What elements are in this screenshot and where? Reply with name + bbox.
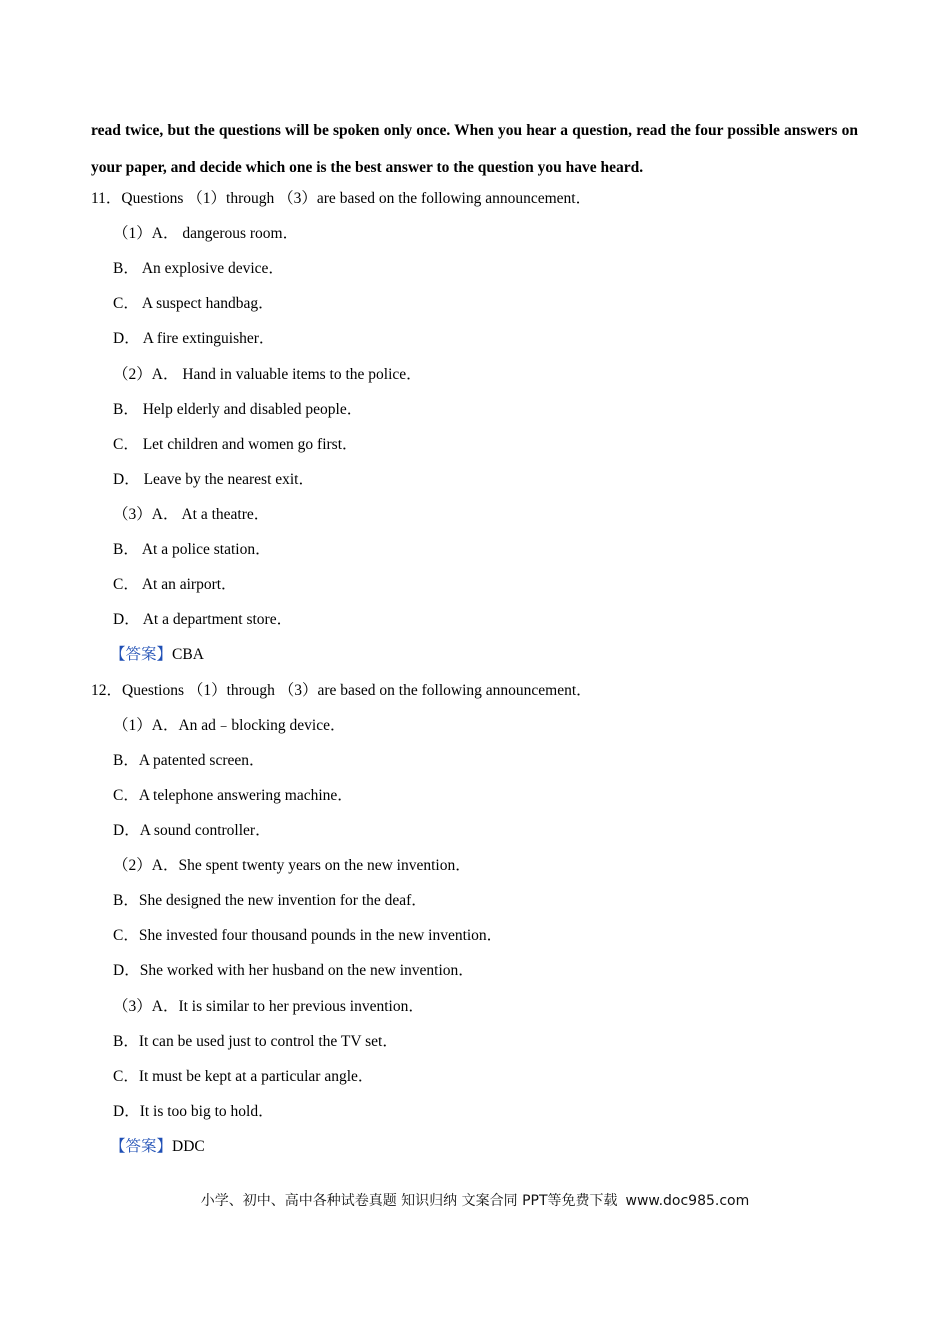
q12-sub2-option-d: D．She worked with her husband on the new invention． bbox=[113, 962, 474, 979]
answer-label: 【答案】 bbox=[110, 1138, 173, 1155]
answer-value: DDC bbox=[172, 1138, 205, 1155]
q12-sub1-option-b: B．A patented screen． bbox=[113, 752, 265, 769]
q12-sub2-option-c: C．She invested four thousand pounds in the new invention． bbox=[113, 927, 503, 944]
q12-sub2-option-b: B．She designed the new invention for the deaf． bbox=[113, 892, 427, 909]
q11-sub1-option-d: D． A fire extinguisher． bbox=[113, 330, 275, 347]
q12-sub1-option-c: C．A telephone answering machine． bbox=[113, 787, 353, 804]
q11-sub1-option-b: B． An explosive device． bbox=[113, 260, 284, 277]
q12-sub1-option-d: D．A sound controller． bbox=[113, 822, 271, 839]
q12-sub2-option-a: （2）A．She spent twenty years on the new invention． bbox=[113, 857, 471, 874]
q12-sub3-option-c: C．It must be kept at a particular angle． bbox=[113, 1068, 374, 1085]
page-footer bbox=[0, 1190, 950, 1210]
footer-text: 小学、初中、高中各种试卷真题 知识归纳 文案合同 PPT等免费下载 bbox=[200, 1193, 618, 1209]
question-11-header: 11．Questions （1）through （3）are based on the following announcement． bbox=[91, 190, 592, 207]
answer-value: CBA bbox=[172, 646, 204, 663]
q11-sub2-option-c: C． Let children and women go first． bbox=[113, 436, 358, 453]
q11-sub1-option-c: C． A suspect handbag． bbox=[113, 295, 274, 312]
answer-label: 【答案】 bbox=[110, 646, 173, 663]
footer-url: www.doc985.com bbox=[625, 1193, 750, 1209]
q12-sub3-option-a: （3）A．It is similar to her previous invention． bbox=[113, 998, 424, 1015]
q11-sub3-option-d: D． At a department store． bbox=[113, 611, 293, 628]
q11-sub3-option-c: C． At an airport． bbox=[113, 576, 237, 593]
q11-sub2-option-a: （2）A． Hand in valuable items to the police． bbox=[113, 366, 422, 383]
q12-answer bbox=[110, 1137, 205, 1157]
q11-sub1-option-a: （1）A． dangerous room． bbox=[113, 225, 299, 242]
q11-sub2-option-b: B． Help elderly and disabled people． bbox=[113, 401, 363, 418]
instructions-text: read twice, but the questions will be spoken only once. When you hear a question, read the four possible answers on your paper, and decide which one is the best answer to the question you have heard. bbox=[91, 122, 858, 176]
q11-sub2-option-d: D． Leave by the nearest exit． bbox=[113, 471, 314, 488]
q12-sub3-option-d: D．It is too big to hold． bbox=[113, 1103, 274, 1120]
question-12-header: 12．Questions （1）through （3）are based on the following announcement． bbox=[91, 682, 592, 699]
q11-answer bbox=[110, 645, 204, 665]
q12-sub1-option-a: （1）A．An ad﹣blocking device． bbox=[113, 717, 346, 734]
q11-sub3-option-b: B． At a police station． bbox=[113, 541, 271, 558]
q12-sub3-option-b: B．It can be used just to control the TV set． bbox=[113, 1033, 398, 1050]
q11-sub3-option-a: （3）A． At a theatre． bbox=[113, 506, 270, 523]
